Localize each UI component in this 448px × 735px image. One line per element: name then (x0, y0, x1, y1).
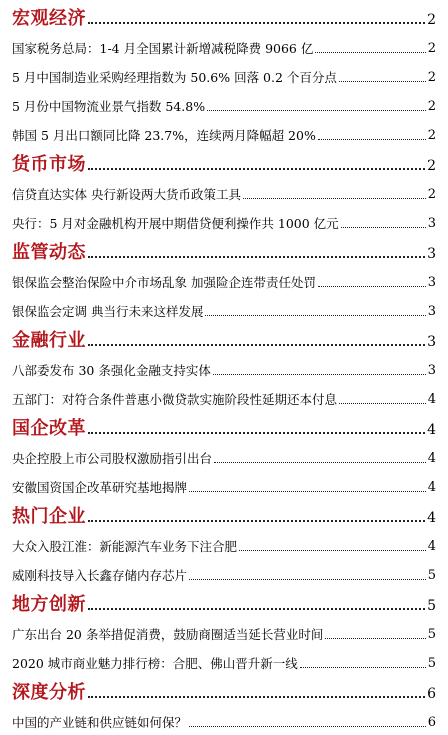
entry-title: 国家税务总局：1-4 月全国累计新增减税降费 9066 亿 (12, 41, 314, 56)
dot-leader (88, 520, 425, 522)
page-number: 3 (427, 363, 436, 378)
page-number: 4 (427, 539, 436, 554)
dot-leader (214, 462, 426, 463)
dot-leader (315, 52, 425, 53)
section-title: 地方创新 (12, 594, 86, 615)
entry-title: 大众入股江淮：新能源汽车业务下注合肥 (12, 539, 238, 554)
section-title: 金融行业 (12, 330, 86, 351)
page-number: 2 (427, 99, 436, 114)
page-number: 4 (427, 480, 436, 495)
entry-title: 银保监会整治保险中介市场乱象 加强险企连带责任处罚 (12, 275, 316, 290)
toc-entry[interactable] (12, 178, 436, 207)
page-number: 3 (427, 246, 436, 262)
toc-entry[interactable] (12, 119, 436, 148)
section-title: 监管动态 (12, 242, 86, 263)
toc-entry[interactable] (12, 618, 436, 647)
page-number: 3 (427, 304, 436, 319)
dot-leader (88, 22, 425, 24)
dot-leader (88, 256, 425, 258)
entry-title: 广东出台 20 条举措促消费，鼓励商圈适当延长营业时间 (12, 627, 324, 642)
dot-leader (239, 550, 426, 551)
dot-leader (88, 696, 425, 698)
toc-entry[interactable] (12, 559, 436, 588)
toc-entry[interactable] (12, 32, 436, 61)
toc-entry[interactable] (12, 383, 436, 412)
entry-title: 威刚科技导入长鑫存储内存芯片 (12, 568, 188, 583)
toc-entry[interactable] (12, 207, 436, 236)
toc-entry[interactable] (12, 442, 436, 471)
page-number: 5 (427, 598, 436, 614)
dot-leader (213, 374, 426, 375)
page-number: 2 (427, 158, 436, 174)
toc-entry[interactable] (12, 61, 436, 90)
toc-entry[interactable] (12, 647, 436, 676)
toc-section-heading[interactable] (12, 588, 436, 618)
toc-section-heading[interactable] (12, 236, 436, 266)
toc-section-heading[interactable] (12, 324, 436, 354)
entry-title: 信贷直达实体 央行新设两大货币政策工具 (12, 187, 241, 202)
dot-leader (88, 344, 425, 346)
entry-title: 银保监会定调 典当行未来这样发展 (12, 304, 204, 319)
page-number: 3 (427, 216, 436, 231)
section-title: 国企改革 (12, 418, 86, 439)
toc-section-heading[interactable] (12, 148, 436, 178)
page-number: 4 (427, 392, 436, 407)
entry-title: 中国的产业链和供应链如何保？ (12, 715, 188, 730)
dot-leader (189, 491, 426, 492)
dot-leader (300, 667, 426, 668)
page-number: 4 (427, 510, 436, 526)
dot-leader (205, 315, 425, 316)
entry-title: 央行：5 月对金融机构开展中期借贷便利操作共 1000 亿元 (12, 216, 339, 231)
toc-section-heading[interactable] (12, 2, 436, 32)
dot-leader (325, 638, 425, 639)
page-number: 4 (427, 422, 436, 438)
page-number: 2 (427, 128, 436, 143)
toc-entry[interactable] (12, 266, 436, 295)
page-number: 3 (427, 275, 436, 290)
page-number: 5 (427, 568, 436, 583)
entry-title: 央企控股上市公司股权激励指引出台 (12, 451, 213, 466)
dot-leader (339, 81, 426, 82)
page-number: 2 (427, 12, 436, 28)
toc-entry[interactable] (12, 530, 436, 559)
dot-leader (88, 608, 425, 610)
page-number: 6 (427, 715, 436, 730)
dot-leader (318, 286, 426, 287)
toc-entry[interactable] (12, 295, 436, 324)
toc-entry[interactable] (12, 706, 436, 735)
dot-leader (88, 168, 425, 170)
page-number: 2 (427, 41, 436, 56)
entry-title: 5 月中国制造业采购经理指数为 50.6% 回落 0.2 个百分点 (12, 70, 337, 85)
table-of-contents (12, 2, 436, 735)
dot-leader (318, 139, 426, 140)
section-title: 深度分析 (12, 682, 86, 703)
page-number: 5 (427, 627, 436, 642)
page-number: 2 (427, 70, 436, 85)
toc-section-heading[interactable] (12, 500, 436, 530)
section-title: 宏观经济 (12, 8, 86, 29)
page-number: 5 (427, 656, 436, 671)
toc-section-heading[interactable] (12, 412, 436, 442)
dot-leader (207, 110, 426, 111)
entry-title: 八部委发布 30 条强化金融支持实体 (12, 363, 211, 378)
page-number: 6 (427, 686, 436, 702)
page-number: 2 (427, 187, 436, 202)
entry-title: 五部门：对符合条件普惠小微贷款实施阶段性延期还本付息 (12, 392, 338, 407)
page-number: 3 (427, 334, 436, 350)
toc-section-heading[interactable] (12, 676, 436, 706)
toc-entry[interactable] (12, 354, 436, 383)
section-title: 货币市场 (12, 154, 86, 175)
toc-entry[interactable] (12, 471, 436, 500)
entry-title: 2020 城市商业魅力排行榜：合肥、佛山晋升新一线 (12, 656, 298, 671)
entry-title: 韩国 5 月出口额同比降 23.7%，连续两月降幅超 20% (12, 128, 316, 143)
toc-entry[interactable] (12, 90, 436, 119)
dot-leader (243, 198, 426, 199)
entry-title: 5 月份中国物流业景气指数 54.8% (12, 99, 206, 114)
dot-leader (88, 432, 425, 434)
dot-leader (339, 403, 426, 404)
section-title: 热门企业 (12, 506, 86, 527)
dot-leader (189, 726, 426, 727)
entry-title: 安徽国资国企改革研究基地揭牌 (12, 480, 188, 495)
dot-leader (341, 227, 426, 228)
dot-leader (189, 579, 426, 580)
page-number: 4 (427, 451, 436, 466)
